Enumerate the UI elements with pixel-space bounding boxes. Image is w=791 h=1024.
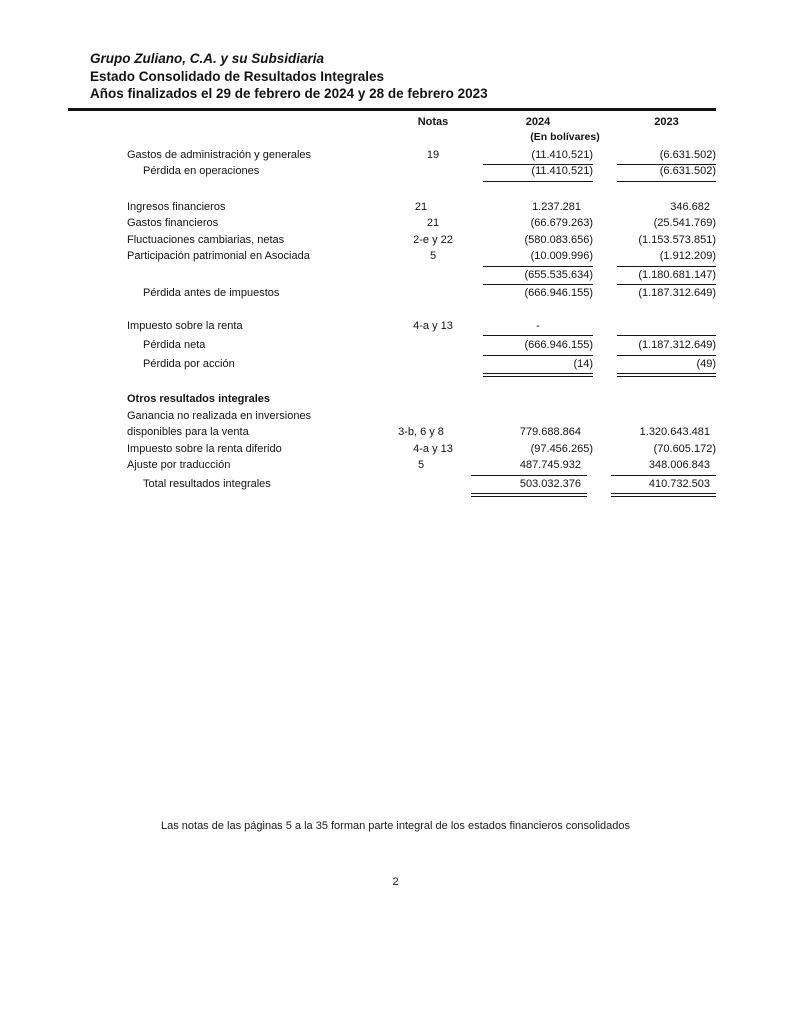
row-notes: 4-a y 13: [413, 442, 453, 455]
row-impuesto-diferido: [68, 443, 716, 460]
row-value-2023: (1.153.573.851): [638, 233, 716, 246]
row-value-2024: 487.745.932: [471, 459, 587, 476]
statement-rows: [68, 149, 716, 495]
row-value-2023: 348.006.843: [611, 459, 716, 476]
row-value-2023: (70.605.172): [653, 442, 716, 455]
row-value-2024: 1.237.281: [532, 200, 581, 213]
row-label: disponibles para la venta: [127, 426, 249, 438]
row-ingresos-financieros: [68, 201, 716, 218]
section-heading: Otros resultados integrales: [127, 393, 271, 405]
row-value-2024: (580.083.656): [524, 233, 593, 246]
row-label: Impuesto sobre la renta: [127, 319, 243, 332]
row-disponibles-venta: [68, 426, 716, 443]
row-perdida-operaciones: [68, 165, 716, 182]
row-label: Ingresos financieros: [127, 200, 226, 213]
page-number: 2: [392, 876, 399, 888]
row-notes: 19: [426, 148, 440, 161]
row-label: Gastos de administración y generales: [127, 148, 312, 161]
row-value-2023: 410.732.503: [611, 478, 716, 495]
row-label: Participación patrimonial en Asociada: [127, 250, 310, 262]
row-value-2024: (666.946.155): [524, 287, 593, 299]
row-label: Impuesto sobre la renta diferido: [127, 442, 282, 455]
row-impuesto-renta: [68, 320, 716, 337]
row-notes: 5: [417, 459, 425, 471]
row-subtotal-financiero: [68, 269, 716, 286]
row-notes: 21: [414, 200, 428, 213]
column-header-2023: 2023: [654, 115, 679, 128]
row-value-2024: (666.946.155): [483, 339, 593, 356]
row-label: Pérdida por acción: [143, 357, 235, 370]
row-label: Total resultados integrales: [143, 477, 271, 490]
row-value-2023: (1.912.209): [617, 250, 716, 267]
column-header-notas: Notas: [417, 115, 449, 128]
column-header-2024: 2024: [525, 115, 551, 128]
row-label: Fluctuaciones cambiarias, netas: [127, 233, 285, 246]
row-label: Ganancia no realizada en inversiones: [127, 409, 312, 422]
company-name: Grupo Zuliano, C.A. y su Subsidiaria: [90, 51, 325, 66]
row-notes: 21: [426, 217, 440, 229]
row-otros-resultados-header: [68, 393, 716, 410]
row-ajuste-traduccion: [68, 459, 716, 476]
row-value-2023: (1.187.312.649): [638, 287, 716, 299]
row-gastos-financieros: [68, 217, 716, 234]
row-value-2023: (25.541.769): [653, 217, 716, 229]
statement-title: Estado Consolidado de Resultados Integrales: [90, 68, 385, 84]
row-value-2024: (11.410.521): [483, 165, 593, 182]
row-notes: 2-e y 22: [413, 233, 453, 246]
row-value-2024: (10.009.996): [483, 250, 593, 267]
row-ganancia-no-realizada-line1: [68, 410, 716, 427]
row-value-2023: (1.187.312.649): [617, 339, 716, 356]
currency-note-row: [68, 131, 716, 147]
row-value-2024: 503.032.376: [471, 478, 587, 495]
row-label: Ajuste por traducción: [127, 459, 231, 471]
footer-note: Las notas de las páginas 5 a la 35 forman parte integral de los estados financieros consolidados: [160, 820, 631, 832]
row-value-2024: (655.535.634): [483, 269, 593, 286]
row-value-2023: (1.180.681.147): [617, 269, 716, 286]
financial-statement: [68, 50, 716, 494]
row-notes: 4-a y 13: [413, 319, 453, 332]
row-value-2024: (14): [483, 358, 593, 375]
row-value-2023: (6.631.502): [617, 165, 716, 182]
row-perdida-por-accion: [68, 358, 716, 375]
row-gastos-administracion: [68, 149, 716, 166]
row-value-2024: (11.410.521): [483, 149, 593, 166]
spacer: [68, 304, 716, 320]
row-perdida-antes-impuestos: [68, 287, 716, 304]
row-label: Pérdida en operaciones: [143, 165, 260, 177]
currency-note: (En bolívares): [530, 130, 600, 143]
document-header: [90, 50, 716, 103]
spacer: [68, 184, 716, 201]
row-value-2024: (97.456.265): [530, 442, 593, 455]
row-notes: 3-b, 6 y 8: [398, 426, 444, 438]
row-value-2024: 779.688.864: [519, 426, 581, 438]
row-total-resultados-integrales: [68, 478, 716, 495]
row-fluctuaciones-cambiarias: [68, 234, 716, 251]
row-value-2023: 1.320.643.481: [639, 426, 710, 438]
row-value-2023: (6.631.502): [617, 149, 716, 166]
row-notes: 5: [429, 250, 437, 262]
row-participacion-patrimonial: [68, 250, 716, 267]
row-value-2024: (66.679.263): [530, 217, 593, 229]
column-headers: [68, 116, 716, 131]
period-title: Años finalizados el 29 de febrero de 2024 y 28 de febrero 2023: [90, 86, 488, 101]
row-perdida-neta: [68, 339, 716, 356]
row-value-2023: (49): [617, 358, 716, 375]
row-label: Pérdida antes de impuestos: [143, 287, 280, 299]
row-value-2023: [617, 320, 716, 337]
row-label: Pérdida neta: [143, 339, 206, 351]
row-value-2024: -: [483, 320, 593, 337]
row-label: Gastos financieros: [127, 217, 219, 229]
row-value-2023: 346.682: [670, 200, 710, 213]
header-rule: [68, 108, 716, 111]
